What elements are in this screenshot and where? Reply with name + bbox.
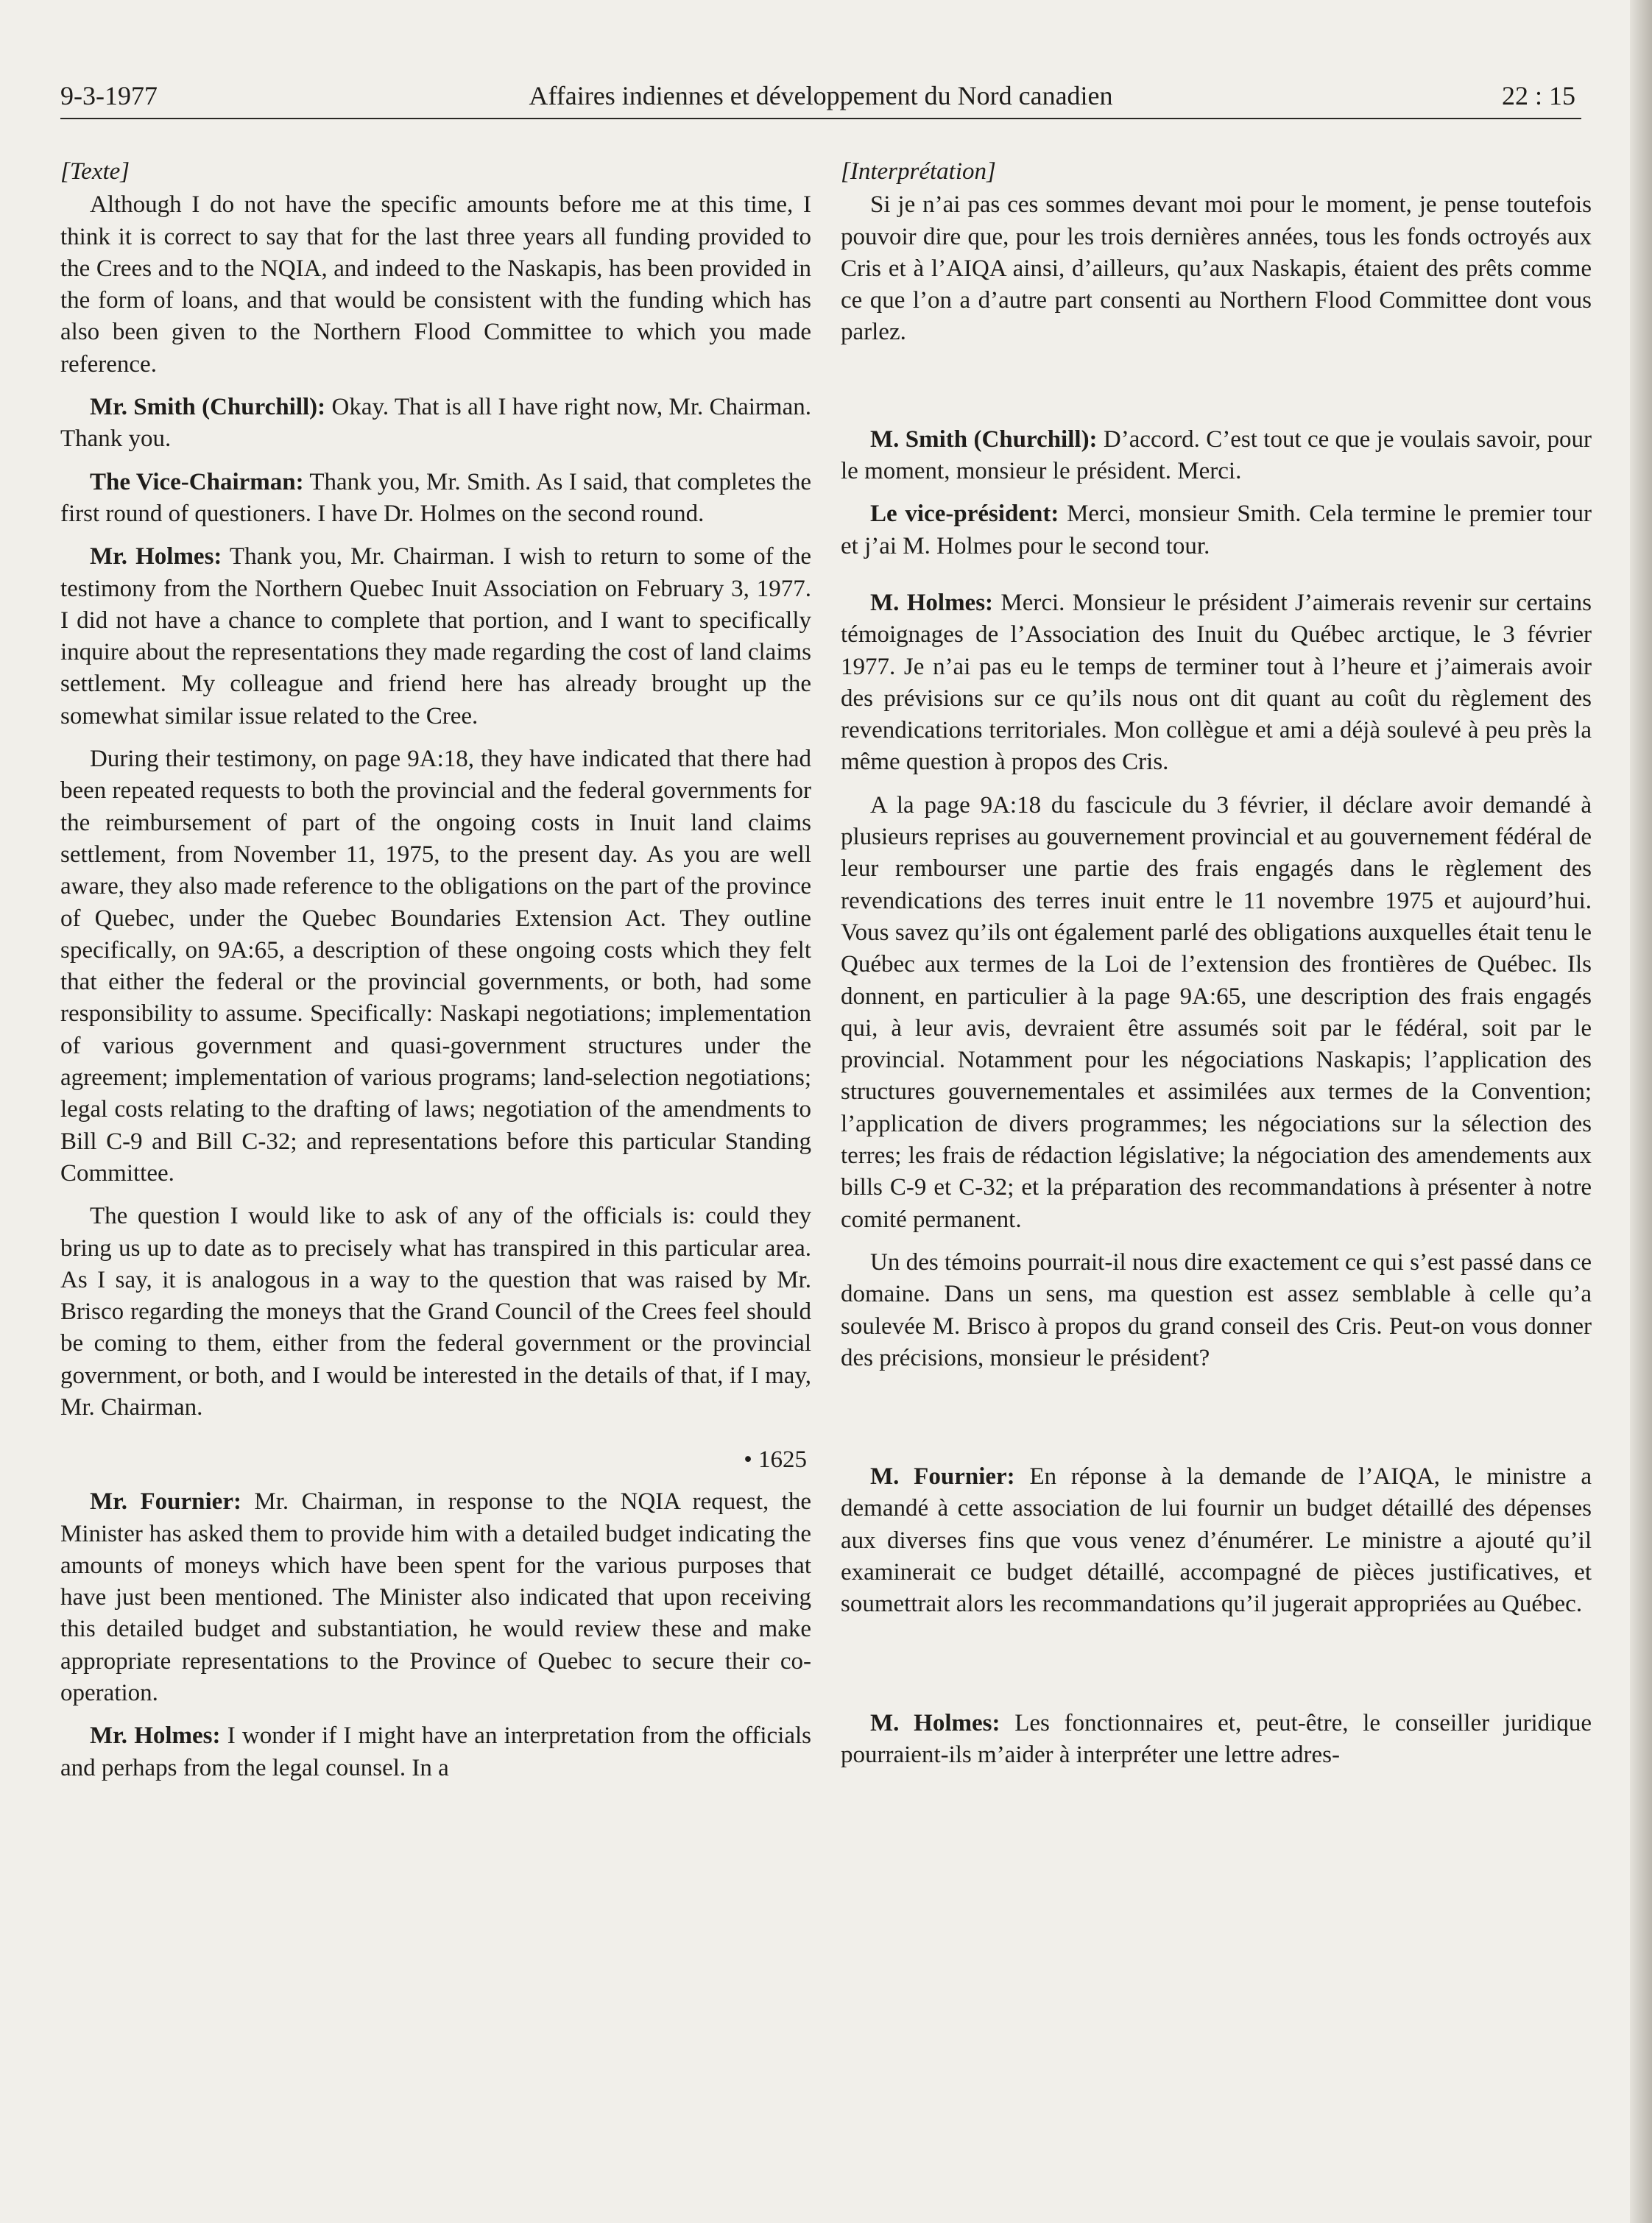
speaker-name: The Vice-Chairman: bbox=[90, 468, 304, 495]
paragraph-text: Although I do not have the specific amounts before me at this time, I think it is correct to say that for the last three years all funding provided to the Crees and to the NQIA, and indeed to the Naskapis, has been provided in the form of loans, and that would be consistent with the funding which has also been given to the Northern Flood Committee to which you made reference. bbox=[60, 191, 811, 378]
paragraph-text: Si je n’ai pas ces sommes devant moi pour le moment, je pense toutefois pouvoir dire que, pour les trois dernières années, tous les fonds octroyés aux Cris et à l’AIQA ainsi, d’ailleurs, qu’aux Naskapis, étaient des prêts comme ce que l’on a d’autre part consenti au Northern Flood Committee dont vous parlez. bbox=[841, 191, 1592, 346]
header-page-number: 22 : 15 bbox=[1501, 81, 1575, 110]
paragraph-text: Mr. Chairman, in response to the NQIA request, the Minister has asked them to provide him with a detailed budget indicating the amounts of moneys which have been spent for the various purposes that have just been mentioned. The Minister also indicated that upon receiving this detailed budget and substantiation, he would review these and make appropriate representations to the Province of Quebec to secure their co-operation. bbox=[60, 1488, 811, 1707]
english-column bbox=[60, 156, 811, 2144]
paragraph bbox=[841, 424, 1592, 488]
paragraph bbox=[60, 1486, 811, 1709]
paragraph-text: Thank you, Mr. Smith. As I said, that completes the first round of questioners. I have Dr. Holmes on the second round. bbox=[60, 468, 811, 527]
paragraph bbox=[60, 743, 811, 1190]
paragraph bbox=[841, 1708, 1592, 1772]
paragraph-text: A la page 9A:18 du fascicule du 3 février, il déclare avoir demandé à plusieurs reprises au gouvernement provincial et au gouvernement fédéral de leur rembourser une partie des frais engagés dans le règlement des revendications des terres inuit entre le 11 novembre 1975 et aujourd’hui. Vous savez qu’ils ont également parlé des obligations auxquelles était tenu le Québec aux termes de la Loi de l’extension des frontières de Québec. Ils donnent, en particulier à la page 9A:65, une description des frais engagés qui, à leur avis, devraient être assumés soit par le fédéral, soit par le provincial. Notamment pour les négociations Naskapis; l’application des structures gouvernementales et assimilées aux termes de la Convention; l’application de divers programmes; les négociations sur la sélection des terres; les frais de rédaction législative; la négociation des amendements aux bills C-9 et C-32; et la préparation des recommandations à présenter à notre comité permanent. bbox=[841, 791, 1592, 1233]
time-mark: • 1625 bbox=[744, 1446, 807, 1474]
paragraph bbox=[60, 1720, 811, 1784]
paragraph bbox=[60, 392, 811, 456]
speaker-name: M. Holmes: bbox=[870, 1709, 1000, 1736]
paragraph bbox=[60, 467, 811, 531]
page-header bbox=[60, 77, 1581, 119]
paragraph-text: Merci, monsieur Smith. Cela termine le premier tour et j’ai M. Holmes pour le second tour. bbox=[841, 501, 1592, 559]
speaker-name: Mr. Holmes: bbox=[90, 1722, 221, 1750]
paragraph bbox=[841, 1461, 1592, 1620]
paragraph bbox=[841, 189, 1592, 348]
speaker-name: Le vice-président: bbox=[870, 501, 1059, 528]
paragraph bbox=[60, 189, 811, 381]
paragraph-text: D’accord. C’est tout ce que je voulais savoir, pour le moment, monsieur le président. Merci. bbox=[841, 425, 1592, 485]
paragraph-text: En réponse à la demande de l’AIQA, le ministre a demandé à cette association de lui fournir un budget détaillé des dépenses aux diverses fins que vous venez d’énumérer. Le ministre a ajouté qu’il examinerait ce budget détaillé, accompagné de pièces justificatives, et soumettrait alors les recommandations qu’il jugerait appropriées au Québec. bbox=[841, 1463, 1592, 1618]
french-column bbox=[841, 156, 1592, 2144]
page-binding-edge bbox=[1630, 0, 1652, 2223]
paragraph bbox=[841, 1247, 1592, 1374]
header-title: Affaires indiennes et développement du Nord canadien bbox=[529, 81, 1113, 110]
paragraph-text: Merci. Monsieur le président J’aimerais revenir sur certains témoignages de l’Association des Inuit du Québec arctique, le 3 février 1977. Je n’ai pas eu le temps de terminer tout à l’heure et j’aimerais avoir des prévisions sur ce qu’ils nous ont dit quant au coût du règlement des revendications territoriales. Mon collègue et ami a déjà soulevé à peu près la même question à propos des Cris. bbox=[841, 589, 1592, 776]
speaker-name: M. Fournier: bbox=[870, 1463, 1015, 1491]
header-date: 9-3-1977 bbox=[60, 81, 158, 110]
paragraph-text: Les fonctionnaires et, peut-être, le conseiller juridique pourraient-ils m’aider à interpréter une lettre adres- bbox=[841, 1709, 1592, 1768]
paragraph-text: Okay. That is all I have right now, Mr. Chairman. Thank you. bbox=[60, 394, 811, 453]
paragraph-text: During their testimony, on page 9A:18, they have indicated that there had been repeated requests to both the provincial and the federal governments for the reimbursement of part of the ongoing costs in Inuit land claims settlement, from November 11, 1975, to the present day. As you are well aware, they also made reference to the obligations on the part of the province of Quebec, under the Quebec Boundaries Extension Act. They outline specifically, on 9A:65, a description of these ongoing costs which they felt that either the federal or the provincial governments, or both, had some responsibility to assume. Specifically: Naskapi negotiations; implementation of various government and quasi-government structures under the agreement; implementation of various programs; land-selection negotiations; legal costs relating to the drafting of laws; negotiation of the amendments to Bill C-9 and Bill C-32; and representations before this particular Standing Committee. bbox=[60, 746, 811, 1187]
paragraph-text: Thank you, Mr. Chairman. I wish to return to some of the testimony from the Northern Quebec Inuit Association on February 3, 1977. I did not have a chance to complete that portion, and I want to specifically inquire about the representations they made regarding the cost of land claims settlement. My colleague and friend here has already brought up the somewhat similar issue related to the Cree. bbox=[60, 543, 811, 729]
paragraph-text: Un des témoins pourrait-il nous dire exactement ce qui s’est passé dans ce domaine. Dans un sens, ma question est assez semblable à celle qu’a soulevée M. Brisco à propos du grand conseil des Cris. Peut-on vous donner des précisions, monsieur le président? bbox=[841, 1248, 1592, 1371]
language-tag-french: [Interprétation] bbox=[841, 158, 996, 185]
paragraph bbox=[60, 1201, 811, 1424]
paragraph-text: I wonder if I might have an interpretation from the officials and perhaps from the legal counsel. In a bbox=[60, 1722, 811, 1781]
paragraph bbox=[841, 790, 1592, 1236]
speaker-name: Mr. Fournier: bbox=[90, 1488, 241, 1516]
speaker-name: Mr. Holmes: bbox=[90, 543, 222, 570]
speaker-name: M. Holmes: bbox=[870, 589, 994, 616]
language-tag-english: [Texte] bbox=[60, 158, 130, 185]
paragraph bbox=[841, 587, 1592, 779]
speaker-name: M. Smith (Churchill): bbox=[870, 425, 1098, 453]
paragraph-text: The question I would like to ask of any of the officials is: could they bring us up to date as to precisely what has transpired in this particular area. As I say, it is analogous in a way to the question that was raised by Mr. Brisco regarding the moneys that the Grand Council of the Crees feel should be coming to them, either from the federal government or the provincial government, or both, and I would be interested in the details of that, if I may, Mr. Chairman. bbox=[60, 1203, 811, 1421]
speaker-name: Mr. Smith (Churchill): bbox=[90, 394, 326, 421]
paragraph bbox=[60, 541, 811, 732]
paragraph bbox=[841, 498, 1592, 562]
